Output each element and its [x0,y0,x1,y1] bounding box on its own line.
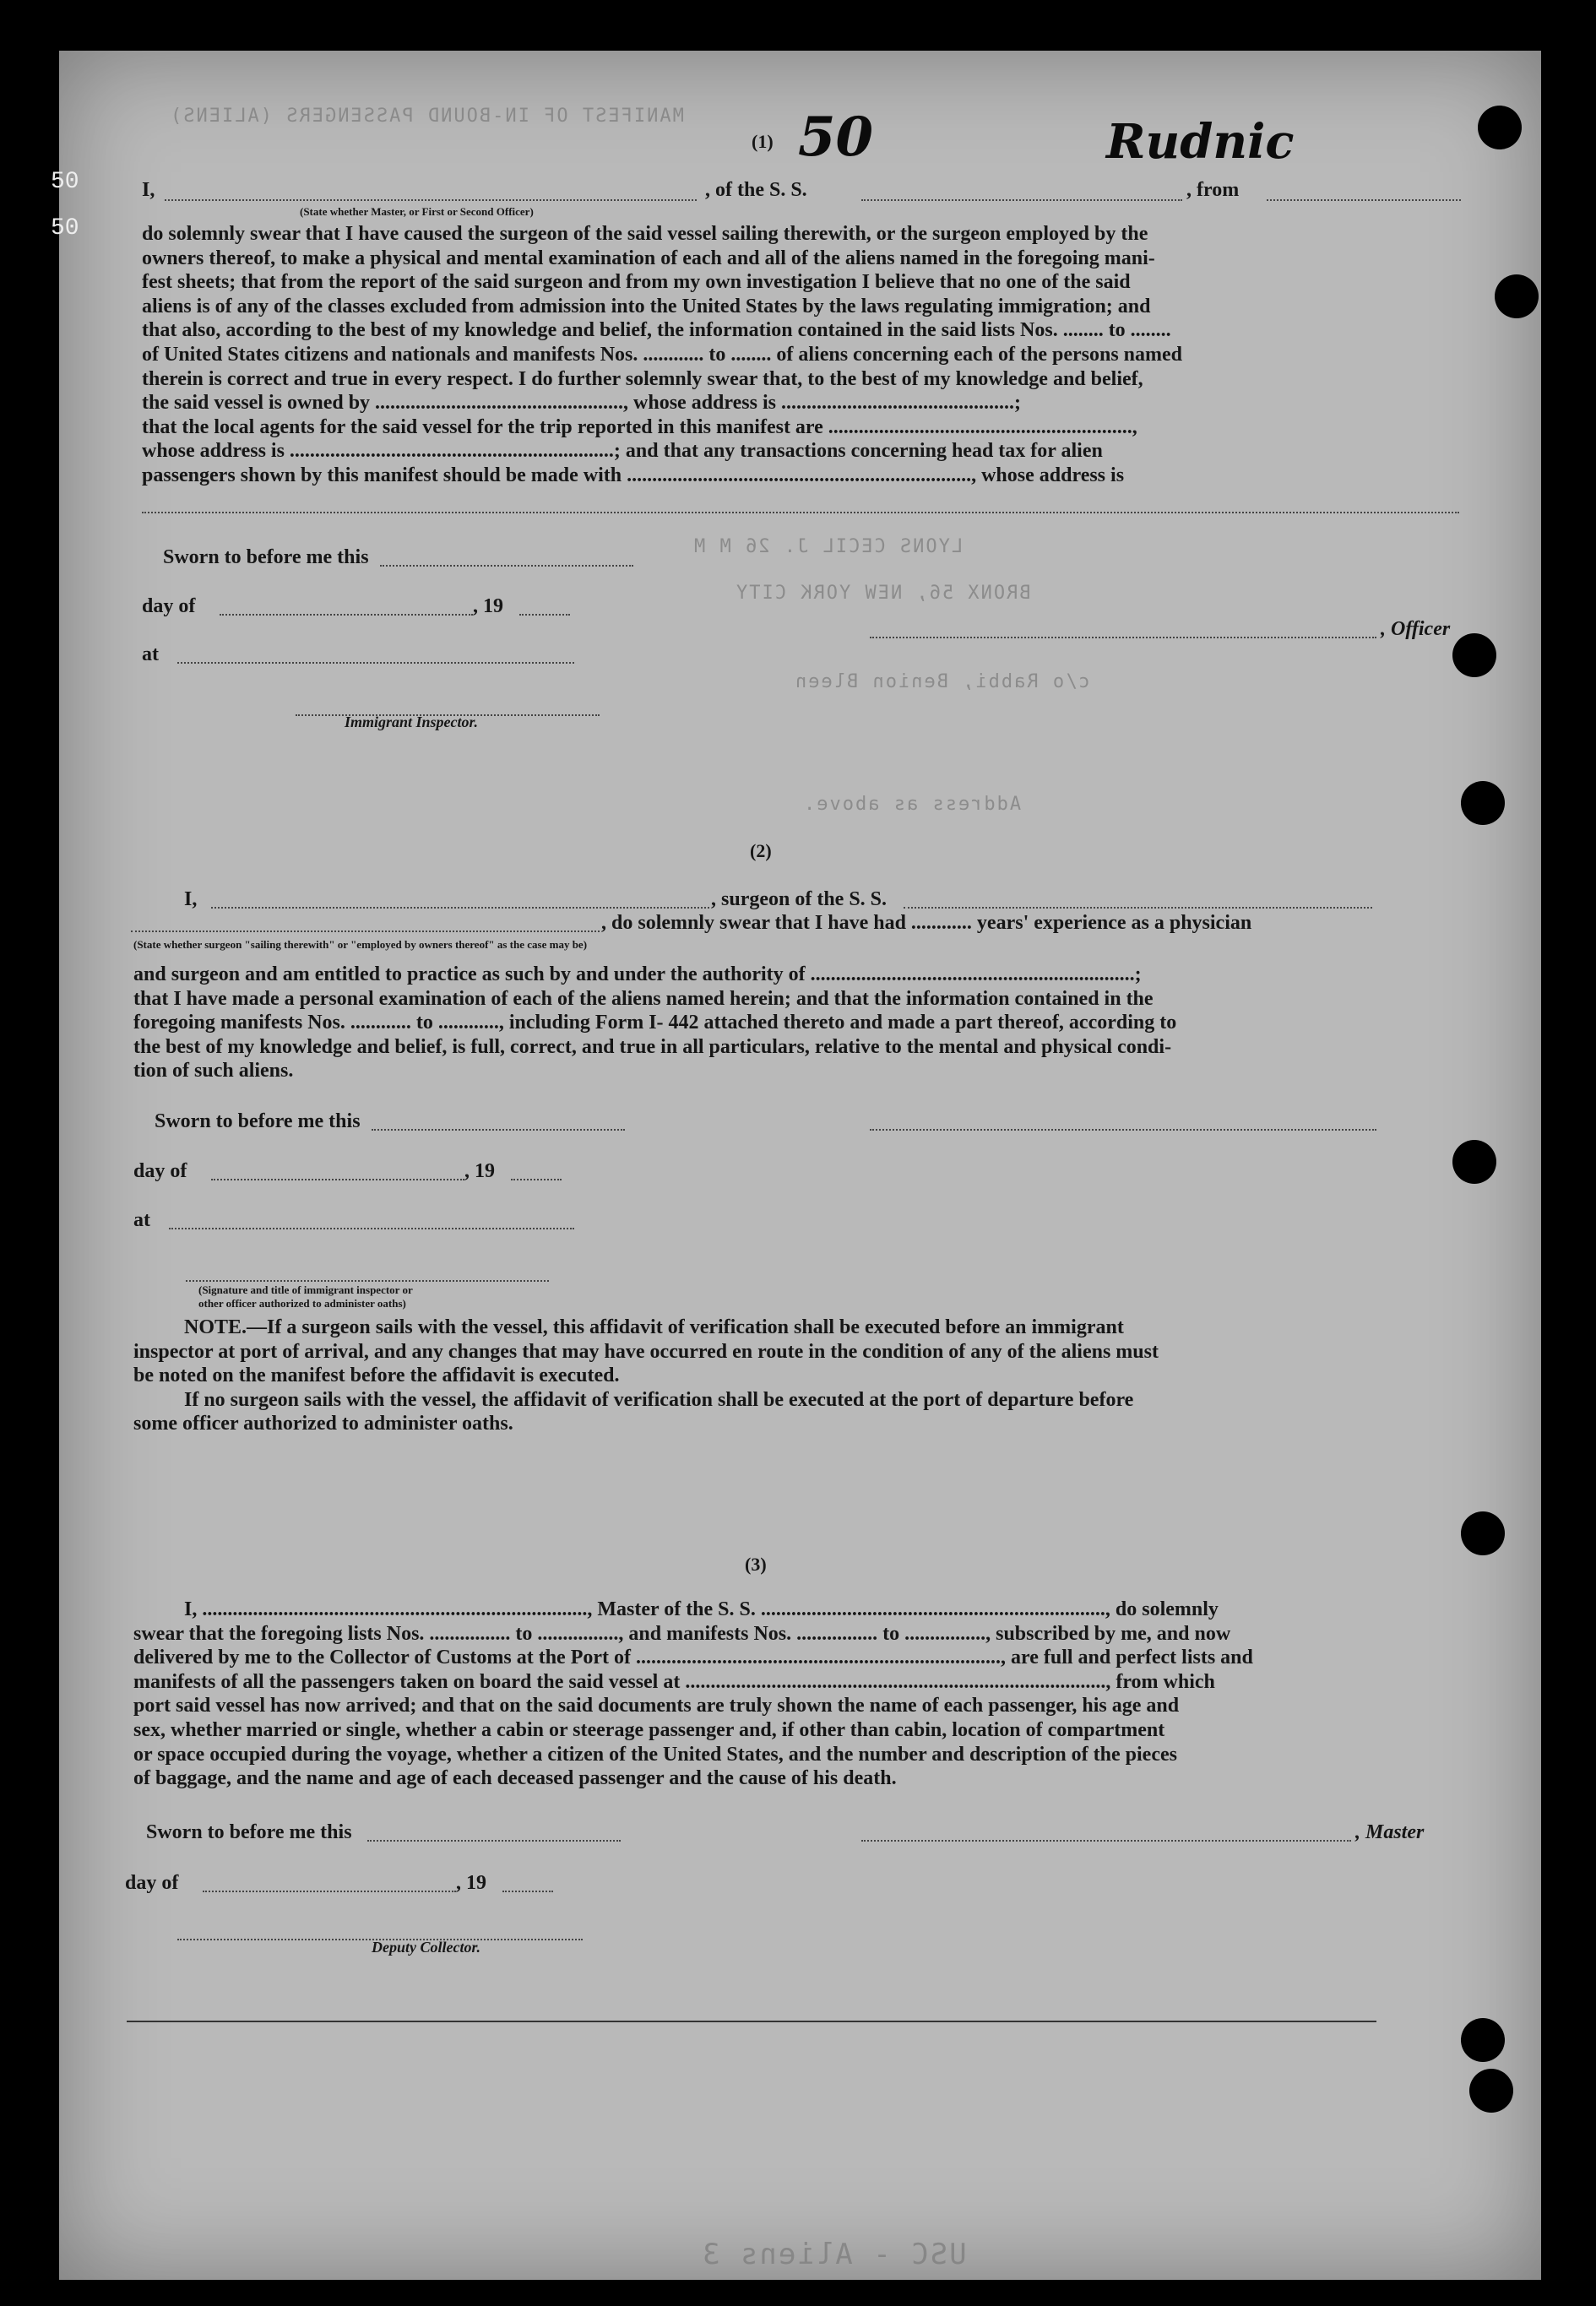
s2-sworn: Sworn to before me this [155,1110,361,1132]
margin-number: 50 [51,169,79,195]
s3-master-sig-blank [861,1826,1351,1842]
s1-line: the said vessel is owned by ................................................., whose address is ..............................................; [142,392,1021,415]
bleed-through-text: LYONS CECIL J. 26 M M [692,536,964,557]
s3-master-label: , Master [1355,1821,1425,1843]
bleed-through-text: USC - Aliens 3 [701,2238,967,2271]
punch-hole [1478,106,1522,149]
s3-line: sex, whether married or single, whether a cabin or steerage passenger and, if other than cabin, location of compartment [133,1718,1165,1741]
s1-year-blank [519,600,570,616]
bleed-through-text: c/o Rabbi, Benion Bleen [794,671,1090,692]
s1-subcaption: (State whether Master, or First or Second Officer) [300,205,534,218]
s1-sworn: Sworn to before me this [163,546,369,568]
s2-at: at [133,1209,150,1231]
s3-year: , 19 [456,1872,486,1894]
s3-sworn-blank [367,1826,621,1842]
s2-name-blank [211,893,709,909]
section-number-2: (2) [750,840,772,861]
punch-hole [1461,781,1505,825]
bleed-through-text: BRONX 56, NEW YORK CITY [735,583,1031,604]
s1-day-of: day of [142,595,196,617]
s1-address-blank [142,498,1459,513]
s3-line: I, ............................................................................, Master of the S. S. ...................................................................., do solemnly [184,1598,1219,1620]
s2-line: that I have made a personal examination of each of the aliens named herein; and that the information contained in the [133,987,1154,1010]
note-line: inspector at port of arrival, and any changes that may have occurred en route in the condition of any of the aliens must [133,1340,1159,1363]
s2-sig-caption: other officer authorized to administer oaths) [198,1297,406,1310]
s2-line: and surgeon and am entitled to practice as such by and under the authority of ................................................................; [133,963,1142,985]
s1-line: do solemnly swear that I have caused the surgeon of the said vessel sailing therewith, or the surgeon employed by the [142,223,1148,245]
s3-sworn: Sworn to before me this [146,1821,352,1843]
s1-vessel-blank [861,186,1182,201]
s2-i: I, [184,888,198,910]
punch-hole [1461,2018,1505,2062]
s2-inspector-sig-blank [186,1267,549,1282]
s3-line: swear that the foregoing lists Nos. ................ to ................, and manifests Nos. ................ to ................, subscribed by me, and now [133,1622,1231,1645]
s1-year: , 19 [473,595,503,617]
handwritten-number: 50 [798,106,874,169]
s1-sworn-blank [380,551,633,567]
note-line: be noted on the manifest before the affidavit is executed. [133,1365,620,1387]
s1-of-ss: , of the S. S. [705,179,807,201]
s1-line: owners thereof, to make a physical and mental examination of each and all of the aliens named in the foregoing mani- [142,247,1155,269]
s2-oath-text [133,963,1451,1083]
s3-line: delivered by me to the Collector of Customs at the Port of ........................................................................, are full and perfect lists and [133,1647,1253,1669]
s3-year-blank [502,1877,553,1892]
s1-officer-label: , Officer [1381,618,1451,640]
s1-at-blank [177,648,574,664]
punch-hole [1495,274,1539,318]
s1-from-blank [1267,186,1461,201]
s1-line: that the local agents for the said vessel for the trip reported in this manifest are ............................................................, [142,415,1137,438]
punch-hole [1452,633,1496,677]
s1-line: whose address is ................................................................; and that any transactions concerning head tax for alien [142,440,1103,463]
section-number-3: (3) [745,1554,767,1575]
s1-oath-text [142,222,1459,488]
note-line: NOTE.—If a surgeon sails with the vessel, this affidavit of verification shall be executed before an immigrant [184,1316,1124,1338]
s3-line: port said vessel has now arrived; and that on the said documents are truly shown the name of each passenger, his age and [133,1695,1180,1717]
s1-officer-blank [165,186,697,201]
s2-line: tion of such aliens. [133,1060,294,1082]
s1-line: passengers shown by this manifest should be made with ...................................................................., whose address is [142,464,1125,486]
s3-line: of baggage, and the name and age of each deceased passenger and the cause of his death. [133,1767,897,1790]
punch-hole [1461,1511,1505,1555]
s2-sig-caption: (Signature and title of immigrant inspector or [198,1283,413,1296]
s1-day-blank [220,600,473,616]
s1-i: I, [142,179,155,201]
handwritten-name: Rudnic [1106,114,1295,170]
punch-hole [1469,2069,1513,2113]
margin-number: 50 [51,215,79,241]
s1-from: , from [1186,179,1240,201]
s2-sworn-blank [372,1115,625,1131]
s1-line: of United States citizens and nationals and manifests Nos. ............ to ........ of aliens concerning each of the persons named [142,343,1183,366]
s2-at-blank [169,1214,574,1229]
s2-line: the best of my knowledge and belief, is full, correct, and true in all particulars, relative to the mental and physical condi- [133,1035,1172,1058]
s2-day-blank [211,1165,464,1180]
section-number-1: (1) [752,131,774,152]
s2-subcaption: (State whether surgeon "sailing therewith" or "employed by owners thereof" as the case may be) [133,938,588,951]
s3-day-of: day of [125,1872,179,1894]
s2-day-of: day of [133,1160,187,1182]
s2-swear: , do solemnly swear that I have had ............ years' experience as a physician [601,912,1252,934]
punch-hole [1452,1140,1496,1184]
s3-line: or space occupied during the voyage, whether a citizen of the United States, and the number and description of the pieces [133,1743,1177,1766]
s2-line: foregoing manifests Nos. ............ to ............, including Form I- 442 attached thereto and made a part thereof, according to [133,1012,1177,1034]
s2-note [133,1316,1451,1436]
bottom-rule [127,2021,1376,2022]
note-line: some officer authorized to administer oaths. [133,1413,513,1435]
s1-line: that also, according to the best of my knowledge and belief, the information contained in the said lists Nos. ........ to ........ [142,319,1171,342]
s1-line: aliens is of any of the classes excluded from admission into the United States by the laws regulating immigration; and [142,295,1151,317]
s3-deputy-label: Deputy Collector. [372,1939,480,1956]
s2-role-blank [131,917,600,932]
s3-oath-text [133,1598,1451,1791]
s3-day-blank [203,1877,456,1892]
s2-surgeon-of: , surgeon of the S. S. [711,888,888,910]
s2-surgeon-sig-blank [870,1115,1376,1131]
document-page [51,51,1541,2280]
bleed-through-text: MANIFEST OF IN-BOUND PASSENGERS (ALIENS) [169,106,684,127]
s3-line: manifests of all the passengers taken on board the said vessel at ..................................................................................., from which [133,1670,1215,1693]
s2-year-blank [511,1165,562,1180]
s1-line: therein is correct and true in every respect. I do further solemnly swear that, to the best of my knowledge and belief, [142,367,1143,390]
s1-officer-sig-blank [870,623,1376,638]
bleed-through-text: Address as above. [802,794,1022,815]
s1-at: at [142,643,159,665]
s2-year: , 19 [464,1160,495,1182]
s2-vessel-blank [904,893,1372,909]
s1-inspector-label: Immigrant Inspector. [345,714,479,730]
s1-line: fest sheets; that from the report of the said surgeon and from my own investigation I believe that no one of the said [142,271,1131,294]
note-line: If no surgeon sails with the vessel, the affidavit of verification shall be executed at the port of departure before [184,1388,1134,1411]
